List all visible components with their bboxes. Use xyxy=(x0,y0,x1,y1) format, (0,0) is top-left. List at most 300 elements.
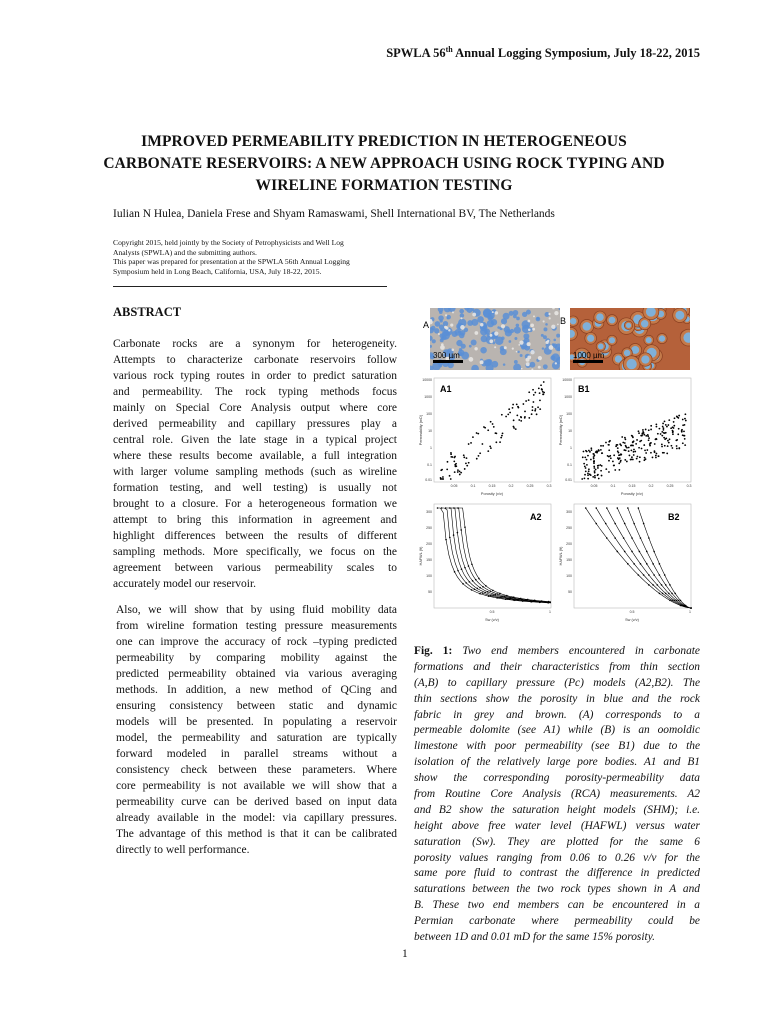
curve-marker xyxy=(669,584,671,586)
pore xyxy=(557,347,560,350)
data-point xyxy=(535,408,537,410)
curve-marker xyxy=(659,563,661,565)
data-point xyxy=(661,435,663,437)
abstract-line: directly to well performance. xyxy=(116,844,250,856)
grain xyxy=(549,317,551,319)
curve-marker xyxy=(623,537,625,539)
data-point xyxy=(466,465,468,467)
data-point xyxy=(624,442,626,444)
pore xyxy=(551,353,559,361)
curve-marker xyxy=(652,563,654,565)
data-point xyxy=(684,418,686,420)
data-point xyxy=(626,461,628,463)
curve-marker xyxy=(648,537,650,539)
caption-line: show the corresponding porosity-permeability data xyxy=(414,772,700,785)
caption-line: between 1D and 0.01 mD for the same 15% porosity. xyxy=(414,931,655,944)
data-point xyxy=(639,461,641,463)
data-point xyxy=(672,426,674,428)
panel-label-b1: B1 xyxy=(578,384,590,394)
pore xyxy=(556,334,560,338)
curve-marker xyxy=(476,588,478,590)
curve-marker xyxy=(527,599,529,601)
a1-ytick: 0.1 xyxy=(427,463,432,467)
abstract-line: model, the permeability and saturation are typically xyxy=(116,732,397,744)
data-point xyxy=(628,447,630,449)
caption-line: limestone with poor permeability (see B1) due to the xyxy=(414,740,700,753)
data-point xyxy=(598,478,600,480)
curve-marker xyxy=(492,594,494,596)
a2-xlabel: Sw (v/v) xyxy=(485,618,499,622)
data-point xyxy=(656,426,658,428)
data-point xyxy=(649,443,651,445)
pore xyxy=(460,313,464,317)
data-point xyxy=(678,448,680,450)
data-point xyxy=(466,457,468,459)
b1-ytick: 10000 xyxy=(562,378,572,382)
data-point xyxy=(664,432,666,434)
data-point xyxy=(639,456,641,458)
data-point xyxy=(465,462,467,464)
data-point xyxy=(450,478,452,480)
data-point xyxy=(642,429,644,431)
pore xyxy=(503,363,506,366)
oomold-pore xyxy=(646,337,652,343)
curve-marker xyxy=(659,593,661,595)
data-point xyxy=(598,465,600,467)
a2-ytick: 150 xyxy=(426,558,432,562)
pore xyxy=(487,320,494,327)
pore xyxy=(459,309,464,314)
data-point xyxy=(648,439,650,441)
grain xyxy=(440,345,445,350)
data-point xyxy=(665,424,667,426)
curve-marker xyxy=(488,595,490,597)
curve-marker xyxy=(468,565,470,567)
curve-marker xyxy=(464,567,466,569)
curve-marker xyxy=(502,596,504,598)
data-point xyxy=(656,438,658,440)
curve-marker xyxy=(652,584,654,586)
pore xyxy=(536,317,541,322)
abstract-line: core permeability is not available we will show that a xyxy=(116,780,397,792)
data-point xyxy=(625,445,627,447)
curve-marker xyxy=(631,551,633,553)
data-point xyxy=(666,426,668,428)
a1-xtick: 0.3 xyxy=(546,484,552,488)
abstract-line: consistency check between these parameters. Where xyxy=(116,764,397,776)
data-point xyxy=(531,413,533,415)
b2-xlabel: Sw (v/v) xyxy=(625,618,639,622)
data-point xyxy=(644,450,646,452)
b1-xtick: 0.2 xyxy=(648,484,654,488)
data-point xyxy=(447,461,449,463)
oomold-pore xyxy=(609,337,615,343)
pore xyxy=(480,328,487,335)
copyright-line: This paper was prepared for presentation at the SPWLA 56th Annual Logging xyxy=(113,257,350,267)
pore xyxy=(508,340,511,343)
data-point xyxy=(495,432,497,434)
b1-ylabel: Permeability (mD) xyxy=(559,414,563,446)
data-point xyxy=(500,437,502,439)
data-point xyxy=(457,471,459,473)
curve-marker xyxy=(606,537,608,539)
data-point xyxy=(671,447,673,449)
b2-xtick: 0.5 xyxy=(629,610,635,614)
abstract-line: models will be presented. In populating a reservoir xyxy=(116,716,397,728)
data-point xyxy=(648,437,650,439)
data-point xyxy=(476,458,478,460)
data-point xyxy=(605,468,607,470)
abstract-heading: ABSTRACT xyxy=(113,305,182,319)
grain xyxy=(452,311,454,313)
data-point xyxy=(483,426,485,428)
pore xyxy=(440,328,443,331)
a2-ytick: 100 xyxy=(426,574,432,578)
data-point xyxy=(582,456,584,458)
data-point xyxy=(520,420,522,422)
data-point xyxy=(593,461,595,463)
pore xyxy=(543,364,548,369)
curve-marker xyxy=(485,585,487,587)
data-point xyxy=(632,436,634,438)
data-point xyxy=(599,464,601,466)
caption-line: (A,B) to capillary pressure (Pc) models (A2,B2). The xyxy=(414,676,700,689)
abstract-line: agreement between various permeability scales to xyxy=(113,562,397,574)
abstract-line: attempt to bring this information in agreement and xyxy=(113,514,397,526)
data-point xyxy=(643,444,645,446)
data-point xyxy=(642,431,644,433)
data-point xyxy=(490,421,492,423)
caption-line: fabric in grey and brown. (A) corresponds to a xyxy=(414,708,700,721)
caption-line: saturation (Sw). They are plotted for the same 6 xyxy=(414,835,700,848)
curve-marker xyxy=(631,537,633,539)
data-point xyxy=(532,406,534,408)
data-point xyxy=(632,445,634,447)
data-point xyxy=(585,470,587,472)
data-point xyxy=(477,433,479,435)
data-point xyxy=(673,425,675,427)
curve-marker xyxy=(664,574,666,576)
caption-line: height above free water level (HAFWL) versus water xyxy=(414,819,700,832)
curve-marker xyxy=(627,563,629,565)
data-point xyxy=(620,461,622,463)
curve-marker xyxy=(669,600,671,602)
grain xyxy=(533,315,535,317)
grain xyxy=(554,311,558,315)
a2-ytick: 250 xyxy=(426,526,432,530)
data-point xyxy=(654,443,656,445)
data-point xyxy=(540,384,542,386)
b1-xtick: 0.3 xyxy=(686,484,692,488)
curve-marker xyxy=(616,551,618,553)
curve-marker xyxy=(534,600,536,602)
data-point xyxy=(685,420,687,422)
curve-marker xyxy=(595,523,597,525)
pore xyxy=(514,360,518,364)
curve-marker xyxy=(497,593,499,595)
data-point xyxy=(645,452,647,454)
data-point xyxy=(472,436,474,438)
b1-ytick: 0.1 xyxy=(567,463,572,467)
pore xyxy=(427,336,432,341)
caption-line: isolation of the relatively large pore bodies. A1 and B1 xyxy=(414,756,700,769)
curve-marker xyxy=(465,582,467,584)
data-point xyxy=(593,458,595,460)
data-point xyxy=(470,442,472,444)
grain xyxy=(551,325,555,329)
data-point xyxy=(501,435,503,437)
curve-marker xyxy=(499,593,501,595)
a1-xtick: 0.05 xyxy=(450,484,458,488)
pore xyxy=(471,365,479,373)
data-point xyxy=(623,449,625,451)
data-point xyxy=(543,381,545,383)
a1-xtick: 0.25 xyxy=(526,484,534,488)
author-line: Iulian N Hulea, Daniela Frese and Shyam Ramaswami, Shell International BV, The Netherlands xyxy=(113,208,555,220)
curve-marker xyxy=(513,596,515,598)
data-point xyxy=(537,406,539,408)
a1-ytick: 0.01 xyxy=(425,478,432,482)
data-point xyxy=(468,462,470,464)
curve-marker xyxy=(445,507,447,509)
grain xyxy=(519,341,523,345)
panel-label-b2: B2 xyxy=(668,512,680,522)
data-point xyxy=(512,407,514,409)
data-point xyxy=(613,454,615,456)
curve-marker xyxy=(479,593,481,595)
a2-ytick: 200 xyxy=(426,542,432,546)
data-point xyxy=(645,429,647,431)
data-point xyxy=(605,442,607,444)
grain xyxy=(516,351,518,353)
data-point xyxy=(664,420,666,422)
data-point xyxy=(609,455,611,457)
data-point xyxy=(594,477,596,479)
curve-marker xyxy=(665,593,667,595)
data-point xyxy=(625,438,627,440)
data-point xyxy=(507,414,509,416)
data-point xyxy=(441,469,443,471)
b2-ytick: 100 xyxy=(566,574,572,578)
grain xyxy=(526,362,530,366)
grain xyxy=(518,344,520,346)
data-point xyxy=(676,448,678,450)
pore xyxy=(501,318,507,324)
data-point xyxy=(646,449,648,451)
data-point xyxy=(601,452,603,454)
data-point xyxy=(588,470,590,472)
data-point xyxy=(655,423,657,425)
grain xyxy=(495,311,499,315)
data-point xyxy=(641,448,643,450)
b1-ytick: 0.01 xyxy=(565,478,572,482)
data-point xyxy=(459,470,461,472)
data-point xyxy=(682,424,684,426)
pore xyxy=(514,327,521,334)
abstract-line: and permeability. The rock typing methods focus xyxy=(113,386,397,398)
copyright-line: Copyright 2015, held jointly by the Society of Petrophysicists and Well Log xyxy=(113,238,344,247)
data-point xyxy=(587,474,589,476)
curve-marker xyxy=(472,580,474,582)
data-point xyxy=(505,416,507,418)
data-point xyxy=(631,456,633,458)
curve-marker xyxy=(449,507,451,509)
data-point xyxy=(662,423,664,425)
data-point xyxy=(587,455,589,457)
curve-marker xyxy=(614,537,616,539)
grain xyxy=(480,360,484,364)
abstract-line: mainly on Special Core Analysis output where core xyxy=(113,402,397,414)
data-point xyxy=(633,451,635,453)
data-point xyxy=(513,419,515,421)
a2-ylabel: HAFWL (ft) xyxy=(419,546,423,566)
grain xyxy=(472,313,476,317)
data-point xyxy=(453,460,455,462)
data-point xyxy=(624,437,626,439)
data-point xyxy=(442,476,444,478)
data-point xyxy=(678,428,680,430)
data-point xyxy=(650,452,652,454)
curve-marker xyxy=(646,551,648,553)
data-point xyxy=(590,447,592,449)
caption-line: from Routine Core Analysis (RCA) measurements. A2 xyxy=(414,788,700,801)
abstract-line: permeability curve can be derived based on input data xyxy=(116,796,397,808)
pore xyxy=(487,315,492,320)
data-point xyxy=(636,458,638,460)
b2-ytick: 250 xyxy=(566,526,572,530)
data-point xyxy=(538,387,540,389)
data-point xyxy=(650,425,652,427)
oomold-pore xyxy=(624,350,630,356)
data-point xyxy=(543,393,545,395)
data-point xyxy=(446,468,448,470)
data-point xyxy=(643,459,645,461)
curve-marker xyxy=(541,600,543,602)
curve-marker xyxy=(457,532,459,534)
data-point xyxy=(534,410,536,412)
data-point xyxy=(516,414,518,416)
data-point xyxy=(672,433,674,435)
curve-marker xyxy=(659,574,661,576)
data-point xyxy=(617,457,619,459)
caption-line: permeable dolomite (see A1) while (B) is an oomoldic xyxy=(414,724,700,737)
data-point xyxy=(601,475,603,477)
grain xyxy=(444,326,447,329)
oomold-pore xyxy=(626,323,631,328)
curve-marker xyxy=(445,539,447,541)
data-point xyxy=(499,441,501,443)
b2-ytick: 50 xyxy=(568,590,572,594)
data-point xyxy=(614,469,616,471)
curve-marker xyxy=(671,593,673,595)
curve-marker xyxy=(462,583,464,585)
curve-marker xyxy=(469,581,471,583)
grain xyxy=(527,355,531,359)
running-header xyxy=(386,45,700,61)
data-point xyxy=(674,417,676,419)
data-point xyxy=(586,451,588,453)
curve-marker xyxy=(624,551,626,553)
a2-ytick: 300 xyxy=(426,510,432,514)
data-point xyxy=(450,453,452,455)
data-point xyxy=(656,453,658,455)
data-point xyxy=(684,438,686,440)
grain xyxy=(527,320,530,323)
abstract-line: derived permeability and capillary pressures play a xyxy=(113,418,397,430)
curve-marker xyxy=(484,592,486,594)
data-point xyxy=(659,428,661,430)
pore xyxy=(467,320,473,326)
data-point xyxy=(512,404,514,406)
data-point xyxy=(662,452,664,454)
scale-bar-a: 300 µm xyxy=(433,351,460,360)
header-prefix: SPWLA 56 xyxy=(386,46,446,61)
oomold-pore xyxy=(609,317,616,324)
data-point xyxy=(600,445,602,447)
data-point xyxy=(668,419,670,421)
caption-line: and B2 show the saturation height models (SHM); i.e. xyxy=(414,803,700,816)
data-point xyxy=(631,458,633,460)
abstract-line: brought to a closure. For a heterogeneous formation we xyxy=(113,498,397,510)
data-point xyxy=(593,453,595,455)
data-point xyxy=(459,474,461,476)
data-point xyxy=(479,452,481,454)
data-point xyxy=(638,430,640,432)
data-point xyxy=(539,399,541,401)
data-point xyxy=(664,445,666,447)
figure-caption xyxy=(414,644,700,946)
data-point xyxy=(619,454,621,456)
data-point xyxy=(460,472,462,474)
curve-marker xyxy=(673,600,675,602)
data-point xyxy=(632,441,634,443)
curve-marker xyxy=(653,551,655,553)
data-point xyxy=(663,429,665,431)
curve-marker xyxy=(640,537,642,539)
curve-marker xyxy=(471,563,473,565)
b1-xtick: 0.1 xyxy=(610,484,616,488)
data-point xyxy=(633,454,635,456)
a1-ylabel: Permeability (mD) xyxy=(419,414,423,446)
grain xyxy=(494,346,496,348)
curve-marker xyxy=(453,507,455,509)
grain xyxy=(494,332,498,336)
curve-marker xyxy=(643,574,645,576)
pore xyxy=(435,321,441,327)
data-point xyxy=(677,433,679,435)
scale-bar-b: 1000 µm xyxy=(573,351,605,360)
curve-marker xyxy=(675,600,677,602)
abstract-line: with larger volume sampling methods (such as wireline xyxy=(113,466,397,478)
data-point xyxy=(528,417,530,419)
data-point xyxy=(589,473,591,475)
grain xyxy=(531,368,533,370)
curve-marker xyxy=(661,584,663,586)
curve-marker xyxy=(616,507,618,509)
grain xyxy=(492,311,494,313)
data-point xyxy=(524,416,526,418)
grain xyxy=(460,317,462,319)
pore xyxy=(520,354,523,357)
abstract-line: methods. In addition, a new method of QCing and xyxy=(116,684,397,696)
grain xyxy=(460,325,465,330)
abstract-line: ensuring consistency between static and dynamic xyxy=(116,700,397,712)
data-point xyxy=(594,470,596,472)
data-point xyxy=(463,456,465,458)
data-point xyxy=(635,443,637,445)
curve-marker xyxy=(474,588,476,590)
grain xyxy=(480,323,483,326)
